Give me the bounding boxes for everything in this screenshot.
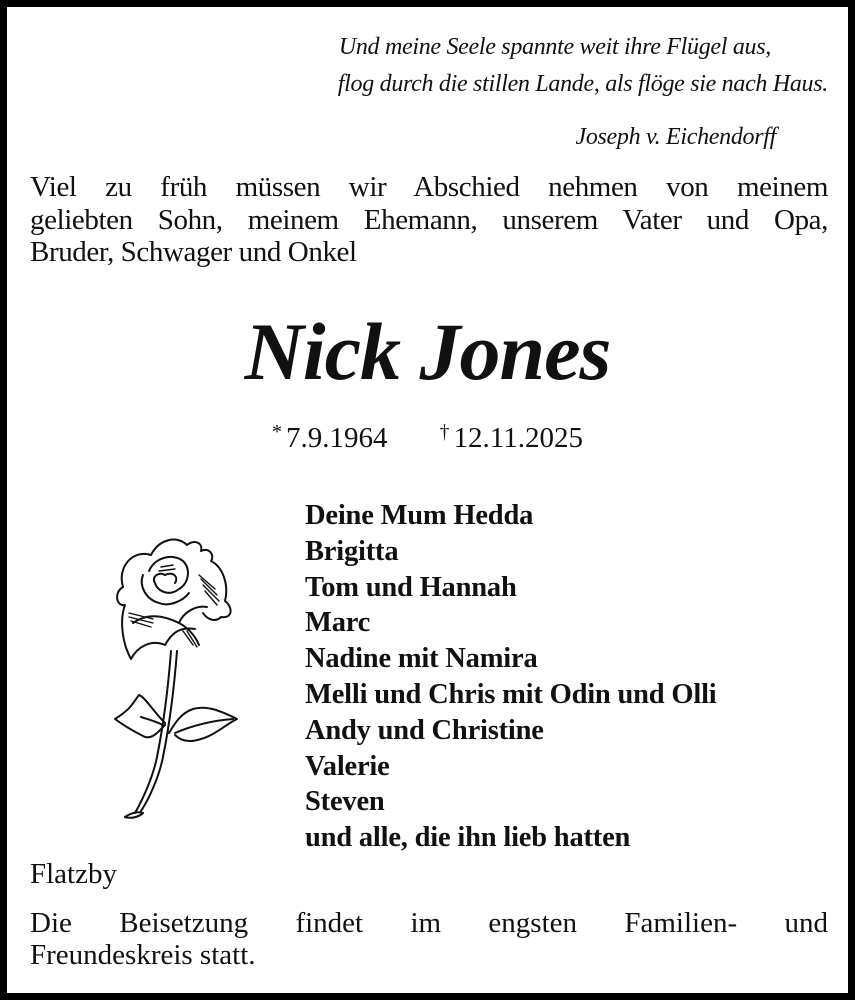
birth-date-value: 7.9.1964: [286, 422, 388, 454]
burial-line-2: Freundeskreis statt.: [30, 939, 256, 971]
mourner: Deine Mum Hedda: [305, 500, 534, 531]
death-date: [440, 415, 583, 455]
death-date-value: 12.11.2025: [453, 422, 583, 454]
deceased-name: Nick Jones: [244, 306, 611, 397]
quote-author: Joseph v. Eichendorff: [575, 124, 776, 150]
intro-line-3: Bruder, Schwager und Onkel: [30, 236, 357, 268]
mourner: Marc: [305, 607, 371, 639]
rose-icon: [103, 527, 253, 827]
mourner: Valerie: [305, 750, 390, 782]
mourner: Andy und Christine: [305, 714, 544, 746]
birth-date: [272, 415, 388, 455]
quote-line-2: flog durch die stillen Lande, als flöge sie nach Haus.: [337, 71, 828, 97]
mourner: Tom und Hannah: [305, 571, 517, 603]
quote-line-1: Und meine Seele spannte weit ihre Flügel aus,: [338, 34, 771, 60]
life-dates: [7, 415, 848, 455]
burial-notice: [30, 907, 828, 971]
mourner: und alle, die ihn lieb hatten: [305, 822, 631, 854]
mourner: Melli und Chris mit Odin und Olli: [305, 678, 717, 710]
place-name: Flatzby: [30, 858, 117, 890]
death-cross-icon: †: [439, 421, 450, 443]
mourner: Brigitta: [305, 535, 399, 567]
obituary-notice: [7, 7, 848, 993]
birth-star-icon: *: [272, 421, 283, 443]
intro-text: [30, 171, 828, 269]
mourner: Nadine mit Namira: [305, 643, 538, 675]
mourner: Steven: [305, 786, 385, 818]
intro-line-2: geliebten Sohn, meinem Ehemann, unserem Vater und Opa,: [30, 203, 828, 236]
intro-line-1: Viel zu früh müssen wir Abschied nehmen von meinem: [30, 171, 828, 203]
mourners-list: [305, 498, 717, 856]
burial-line-1: Die Beisetzung findet im engsten Familien- und: [30, 907, 828, 939]
